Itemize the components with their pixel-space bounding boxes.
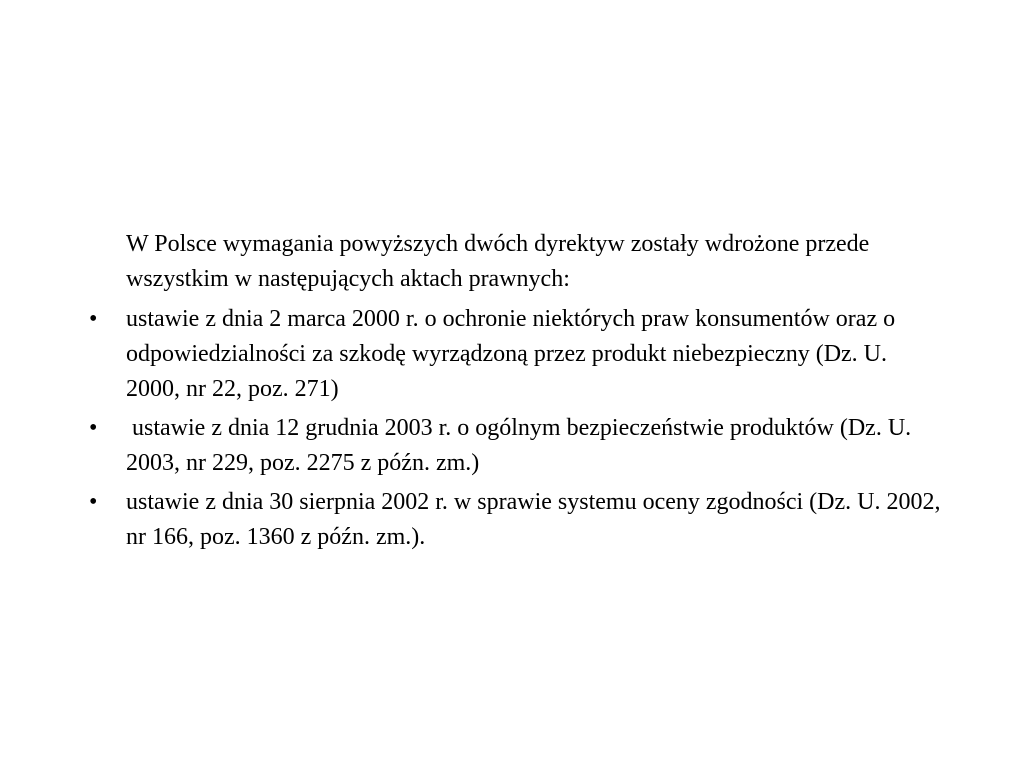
list-item-text: ustawie z dnia 30 sierpnia 2002 r. w sprawie systemu oceny zgodności (Dz. U. 2002, nr 166, poz. 1360 z późn. zm.). — [126, 489, 947, 550]
legal-acts-list — [89, 302, 947, 555]
list-item-text: ustawie z dnia 12 grudnia 2003 r. o ogólnym bezpieczeństwie produktów (Dz. U. 2003, nr 229, poz. 2275 z późn. zm.) — [126, 415, 918, 476]
bullet-icon: • — [89, 415, 98, 441]
list-item-text: ustawie z dnia 2 marca 2000 r. o ochronie niektórych praw konsumentów oraz o odpowiedzialności za szkodę wyrządzoną przez produkt niebezpieczny (Dz. U. 2000, nr 22, poz. 271) — [126, 306, 902, 402]
slide-body — [89, 227, 947, 559]
bullet-icon: • — [89, 306, 98, 332]
list-item — [89, 485, 947, 555]
bullet-icon: • — [89, 489, 98, 515]
list-item — [89, 302, 946, 407]
list-item — [89, 411, 946, 481]
intro-paragraph: W Polsce wymagania powyższych dwóch dyrektyw zostały wdrożone przede wszystkim w następujących aktach prawnych: — [126, 231, 870, 292]
